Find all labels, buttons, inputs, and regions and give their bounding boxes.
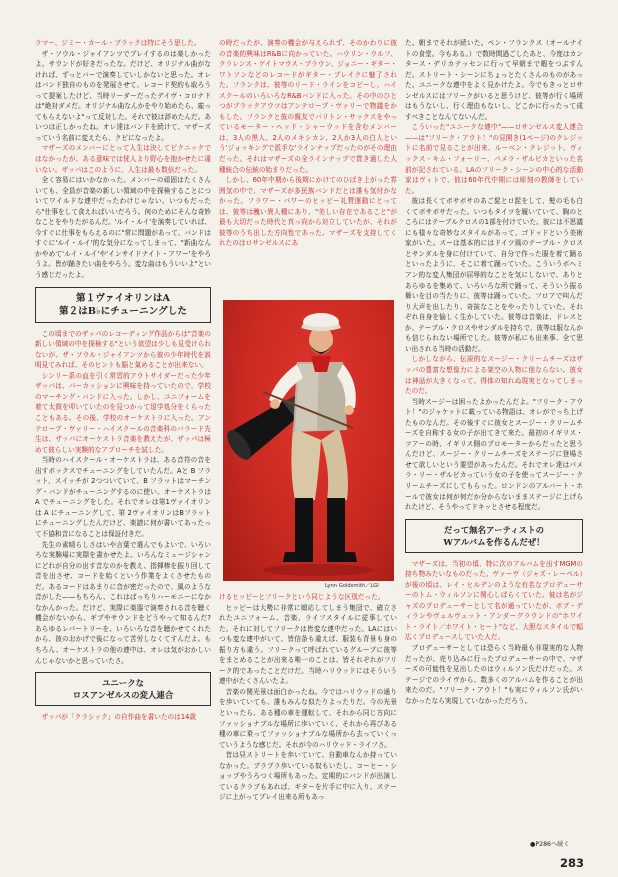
heading-line: ユニークな — [101, 678, 145, 689]
section-heading — [405, 519, 583, 553]
paragraph: 当時スージーは困ったよかったんだよ。"フリーク・アウト！"のジャケットに載っている物語は、オレがでっち上げたものなんだ。その後すぐに彼女とスージー・クリームチーズを自称する女の子が出てきて来た。最初のイギリス・ツアーの時、イギリス側のプロモーターからだったと思うんだけど、スージー・クリームチーズをステージに登場させて欲しいという要望があったんだ。それでオレ達はパメラ・リー・ザルビカっていう女の子を使ってスージー・クリームチーズにしてもらった。ロンドンのアルバート・ホールで彼女は何が何だか分からないままステージに上げられたけど、そうやってドキッとさせる程度だ。 — [405, 397, 583, 512]
continuation-note: ●P286へ続く — [530, 841, 570, 848]
text-column-3 — [405, 38, 583, 706]
photo-illustration — [223, 300, 394, 581]
photo-credit: Lynn Goldsmith／LGI — [325, 583, 379, 589]
paragraph: 音楽の関光景は面白かったね。今ではハリウッドの通りを歩いていても、誰もみんな似たりよったりだ。今の光景といったら、ある種の車を運転して、それから同じ方向にファッショナブルな場所に歩いていく、それから再びある種の車に乗ってファッショナブルな場所から去っていくっていうような感じだ。それが今のハリウッド・ライフさ。 — [219, 687, 397, 749]
paragraph: た。朝までそれが続いた。ペン・フランクス（オールナイトの食堂。今もある。）で数時間過ごしたあと、今度はカンタース・デリカテッセンに行って早朝まで暇をつぶすんだ。ストリート・シーンにちょっとたくさんのものがあった。ユニークな連中をよく見かけたよ。今でもきっとロサンゼルスにはフリークがいると思うけど、彼等が行く場所はもうないし、行く理由もないし、どこかに行ったって成すべきことなんてないんだ。 — [405, 39, 583, 121]
heading-line: だって無名アーティストの — [443, 524, 545, 535]
paragraph: この頃までのザッパのレコーディング作品からは"音楽の新しい領域の中を探検する"という欲望は少しも見受けられないが、ザ・ソウル・ジャイアンツから彼の少年時代を説明見てみれば、そのヒントも脳と氣めることが出来ない。 — [35, 329, 211, 370]
paragraph: しかし、60年中期から後期にかけてのひばき上がった雰囲気の中で、マザーズが多民族バンドだとは誰も気付かなかった。フラワー・パワーのヒッピー礼賛運動にとっては、彼等は醜い異人種にあり、"美しい存在であること"が最も大切だった時代と真っ向から対立していたが、それが彼等のうち出した方向性であった。マザーズを支持してくれたのはロサンゼルスにあ — [219, 176, 397, 248]
paragraph: ザ・ソウル・ジャイアンツでプレイするのは楽しかったよ。サウンドが好きだったな。だけど、オリジナル曲がなければ、ずっとバーで演奏していしかないと思った。オレはバンド独自のものを発展させて、レコード契約も取ろうって提案したけど、当時リーダーだったデイヴ・コロナドは"絶対ダメだ。オリジナル曲なんかをやり始めたら、雇ってもらえないよ"って反対した。それで彼は辞めたんだ。あいつは正しかったね。オレ達はバンドを続けて、マザーズっていう名前に変えたら、クビになったよ。 — [35, 49, 211, 142]
text-column-2 — [219, 38, 397, 249]
paragraph: ラマー、ジミー・カール・ブラックは特にそう思した。 — [35, 39, 201, 47]
heading-line: 第２はB♭にチューニングした — [59, 305, 187, 317]
text-column-2-lower — [219, 592, 397, 803]
photo-frank-zappa — [223, 300, 394, 581]
paragraph: ザッパが「クラシック」の自作曲を書いたのは14歳 — [41, 713, 196, 722]
section-heading — [35, 672, 211, 706]
paragraph: けるヒッピーとフリークという同じような区別だった。 — [219, 593, 385, 601]
paragraph: マザーズは、当初の頃、特に次のアルバムを出すMGMの持ち物みたいなものだった。ヴァーヴ（ジャズ・レーベル）が後の頃は、レイ・ヒルデンのような有名なプロデューサーのトム・ウィルソンに関心しばらくていた。彼は名がジャズのプロデューサーとして名が通っていたが、ボブ・ディランやヴェルヴェット・アンダーグラウンドの"ホワイト・ライト／ホワイト・ヒート"など、大胆なスタイルで幅広くプロデュースしていた人だ。 — [405, 559, 583, 642]
paragraph: 昔は昼ストリートを歩いていて、自動車なんか持っていなかった。ブラブラ歩いている奴もいたし、コーヒー・ショップやうろつく場所もあった。定期的にバンドが出演しているクラブもあれば、ギターを片手に中に入り、ステージに上がってプレイ出来る所もあっ — [219, 751, 397, 802]
paragraph: こういった"ユニークな連中"——ロサンゼルス変人連合——は"フリーク・アウト！"の見開き(1ページ)のクレジットに名前で見ることが出来、ルーベン・クレジット、ヴィックス・キム・フォーリー、パメラ・ザルビカといった名前が記されている。LAのフリーク・シーンの中心的な活動家はヴィトで、彼は60年代中期には彫刻の教師をしていた。 — [405, 123, 583, 195]
paragraph: 当時のハイスクール・オーケストラは、ある音符の音を出すボックスでチューニングをしていたんだ。Aと B フラット、スイッチが 2つついていて、B フラットはマーチング・バンドがチューニングするのに使い、オーケストラは A でチューニングをした。それでオレは第1ヴァイオリンは A にチューニングして、第 2ヴァイオリンはBフラットにチューニングしたんだけど、楽譜に何が書いてあったって不協和音になることは保証付きだ。 — [35, 456, 211, 538]
paragraph: マザーズのメンバーにとって人生は決してピクニックではなかったが、ある意味では恍人より野心を抱かせたに違いない。ザッパはこのように、人生は最も数倍だった。 — [35, 144, 211, 174]
paragraph: の時だったが、演奏の機会が与えられず、そのかわりに彼の音楽的興味はR&Bに向かっていた。ハウリン・ウルフ、クラレンス・ゲイトマウス・ブラウン、ジョニー・ギター・ワトソンなどのレコードがギター・ブレイクに魅了された。フランクは、彼等のリード・ラインをコピーし、ハイスクールのいろいろなR&Bバンドに入った。その中のひとつがブラックアウツはアンテロープ・ヴァリーで物議をかもした。フランクと彼の親友でバリトン・サックスをやっているモーター・ヘッド・シャーウッドを含むメンバーは、3人の黒人、2人のメキシカン、2人か3人の白人という'ジョッキングで派手な'ラインナップだったのがその理由だった。それはマザーズの全ラインナップで貫き通した人種統合の伝統の始まりだった。 — [219, 39, 397, 174]
paragraph: しかしながら、伝説的なスージー・クリームチーズはザッパの豊富な想像力による架空の人物に他ならない。彼女は神話が大きくなって、得体の知れぬ現実となってしまったのだ。 — [405, 355, 583, 396]
paragraph: 全く容易にはいかなかった。メンバーの頑固はたくさんいても、全員が音楽の新しい領域の中を探検することについてワイルドな連中だったわけじゃない。いつもだったら"仕事をして食えればいいだろう。何のためにそんな奇妙なことをやりたがるんだ。'ルイ・ルイ'を演奏していれば、今すぐに仕事をもらえるのに"常に問題があって、バンドはすぐに'ルイ・ルイ'的な気分になってしまって、"新曲なんかやめて'ルイ・ルイ'や'インサイドナイト・アワー'をやろうよ。皆が踊きたい曲をやろう。変な曲はもういいよ"という感じだったよ。 — [35, 176, 211, 280]
page-number: 283 — [560, 856, 585, 870]
heading-line: Wアルバムを作るんだぜ！ — [443, 536, 545, 547]
paragraph: ヒッピーは大勢に非常に順応してしまう集団で、確立されたユニフォーム、音楽、ライフスタイルに従事していた。それに対してフリークは皆変な連中だった。LAにはいつも変な連中がいて、皆信条も違えば、服装も背景も身の振り方も違う。フリークって呼ばれているグループに彼等をまとめることが出来る唯一のことは、皆それぞれがフリーク的であったことだけだ。当時ハリウッドにはそういう連中がたくさんいたよ。 — [219, 603, 397, 686]
paragraph: 先生の素晴らしさはいや言葉で選んでもよいで、いろいろな実験場に実際を書かせたよ。いろんなミュージシャンにどれが自分の出す音なのかを教え、指揮棒を振り回して音を出させ、コードを始くという作業をよくさせたものだ。あるコードはあまりに音が密だったので、風のような音がした——もちろん、これはばっちりハーモニーになかなかんかった。だけど、実際に楽器で演奏される音を聴く機会がないから、ギブやサウンドをどうやって知るんだ? あらゆるレパートリーを、いろいろな音を聴かせてくれたから、彼のおかげで後になって苦労しなくてすんだよ。もちろん、オーケストラの他の連中は、オレは気がおかしいんじゃないかと思っていたさ。 — [35, 540, 211, 665]
heading-line: 第１ヴァイオリンはA — [76, 292, 170, 304]
section-heading — [35, 287, 211, 323]
paragraph: プロデューサーとしては恐らく当時最も非現実的な人物だったが、売り込みに行ったプロデューサーの中で、マザーズの可能性を見出したのはウィルソン氏だけだった。ステージでのライヴから、数多くのアルバムを作ることが出来たのだ。"フリーク・アウト！"も実にウィルソン氏がいなかったなら実現していなかっただろう。 — [405, 643, 583, 705]
paragraph: 彼は長くてボサボサのあご髭とロ髭をして、髪の毛も白くてボサボサだった。いつもタイツを履いていて、胸のところにはテーブルクロスの1部を付けていた。彼には不思議にも様々な奇妙なスタイルがあって、ゴドッドという美術家がいた。スーは基本的にはドイツ風のテーブル・クロスとサンダルを身に付けていて、自分で作った服を着て踊るといったように、そこに着て踊っていた。こういうボヘミアン的な変人集団が屈辱的なことを気にしないで、ありとあらゆるを集めて、いろいろな所で踊って、そういう振る舞いを目の当たりに、彼等は踊っていた。フロアで叫んだり大声を出したり、奇抜なことをやったりしていた。それぞれ自身を愉しく生かしていた。彼等は音楽は、ドレスとか、テーブル・クロスやサンダルを持ちで、彼等は服なんかも信じられない場所でした。彼等が私にも出来事、全て思い出される当時の活動だ。 — [405, 197, 583, 353]
heading-line: ロスアンゼルスの変人連合 — [72, 690, 174, 701]
paragraph: シンリー系の血を引く常習的アウトサイダーだった少年ザッパは、パーカッションに興味を持っていたので、学校のマーチング・バンドに入った。しかし、ユニフォームを着て太鼓を叩いていたのを見つかって退学処分をくらったこともある。その後、学校のオーケストラに入った。アンテロープ・ヴァリー・ハイスクールの音楽科のバラード先生は、ザッパにオーケストラ音楽を教えたが、ザッパは極めて彼らしい実験的なアプローチを試した。 — [35, 371, 211, 454]
text-column-1 — [35, 38, 211, 723]
